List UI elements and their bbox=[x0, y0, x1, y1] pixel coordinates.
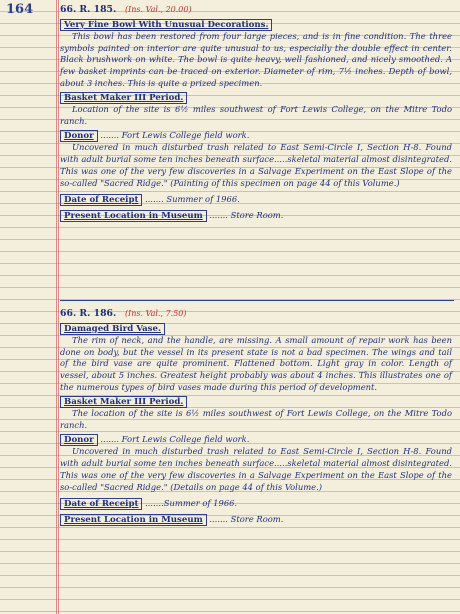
catalog-entry-2 bbox=[60, 308, 452, 526]
item-title: Very Fine Bowl With Unusual Decorations. bbox=[60, 19, 272, 31]
date-of-receipt-label: Date of Receipt bbox=[60, 194, 142, 206]
catalog-number: 66. R. 186. bbox=[60, 308, 117, 319]
present-location-value: ....... Store Room. bbox=[209, 513, 284, 524]
item-description: The rim of neck, and the handle, are missing. A small amount of repair work has been done on body, but the vessel in its present state is not a bad specimen. The wings and tail of the bird vase are quite prominent. Flattened bottom. Light gray in color. Length of vessel, about 5 inches. Greatest height probably was about 4 inches. This illustrates one of the numerous types of bird vases made during this period of development. bbox=[60, 334, 452, 392]
catalog-entry-1 bbox=[60, 4, 452, 222]
present-location-label: Present Location in Museum bbox=[60, 514, 207, 526]
donor-label: Donor bbox=[60, 130, 98, 142]
catalog-number: 66. R. 185. bbox=[60, 4, 117, 15]
margin-line bbox=[56, 0, 57, 614]
date-of-receipt-label: Date of Receipt bbox=[60, 498, 142, 510]
donor-label: Donor bbox=[60, 434, 98, 446]
donor-value: ....... Fort Lewis College field work. bbox=[100, 130, 250, 141]
location-text: The location of the site is 6½ miles southwest of Fort Lewis College, on the Mitre Todo ranch. bbox=[60, 407, 452, 430]
date-of-receipt-value: .......Summer of 1966. bbox=[145, 497, 238, 508]
entry-separator bbox=[60, 300, 454, 301]
margin-line bbox=[58, 0, 59, 614]
donor-value: ....... Fort Lewis College field work. bbox=[100, 434, 250, 445]
present-location-value: ....... Store Room. bbox=[209, 209, 284, 220]
item-description: This bowl has been restored from four large pieces, and is in fine condition. The three symbols painted on interior are quite unusual to us, especially the double effect in center. Black brushwork on white. The bowl is quite heavy, well fashioned, and nicely smoothed. A few basket imprints can be traced on exterior. Diameter of rim, 7½ inches. Depth of bowl, about 3 inches. This is quite a prized specimen. bbox=[60, 30, 452, 88]
date-of-receipt-value: ....... Summer of 1966. bbox=[145, 193, 240, 204]
insurance-value: (Ins. Val., 7.50) bbox=[124, 309, 187, 318]
present-location-label: Present Location in Museum bbox=[60, 210, 207, 222]
provenance-text: Uncovered in much disturbed trash related to East Semi-Circle I, Section H-8. Found with adult burial some ten inches beneath surface.....skeletal material almost disintegrated. This was one of the very few discoveries in a Salvage Experiment on the East Slope of the so-called "Sacred Ridge." (Painting of this specimen on page 44 of this Volume.) bbox=[60, 142, 452, 188]
item-title: Damaged Bird Vase. bbox=[60, 323, 165, 335]
provenance-text: Uncovered in much disturbed trash related to East Semi-Circle I, Section H-8. Found with adult burial some ten inches beneath surface.....skeletal material almost disintegrated. This was one of the very few discoveries in a Salvage Experiment on the East Slope of the so-called "Sacred Ridge." (Details on page 44 of this Volume.) bbox=[60, 446, 452, 492]
page-number: 164 bbox=[6, 2, 34, 17]
location-text: Location of the site is 6½ miles southwest of Fort Lewis College, on the Mitre Todo ranch. bbox=[60, 103, 452, 126]
period-label: Basket Maker III Period. bbox=[60, 396, 187, 408]
insurance-value: (Ins. Val., 20.00) bbox=[124, 5, 192, 14]
period-label: Basket Maker III Period. bbox=[60, 92, 187, 104]
